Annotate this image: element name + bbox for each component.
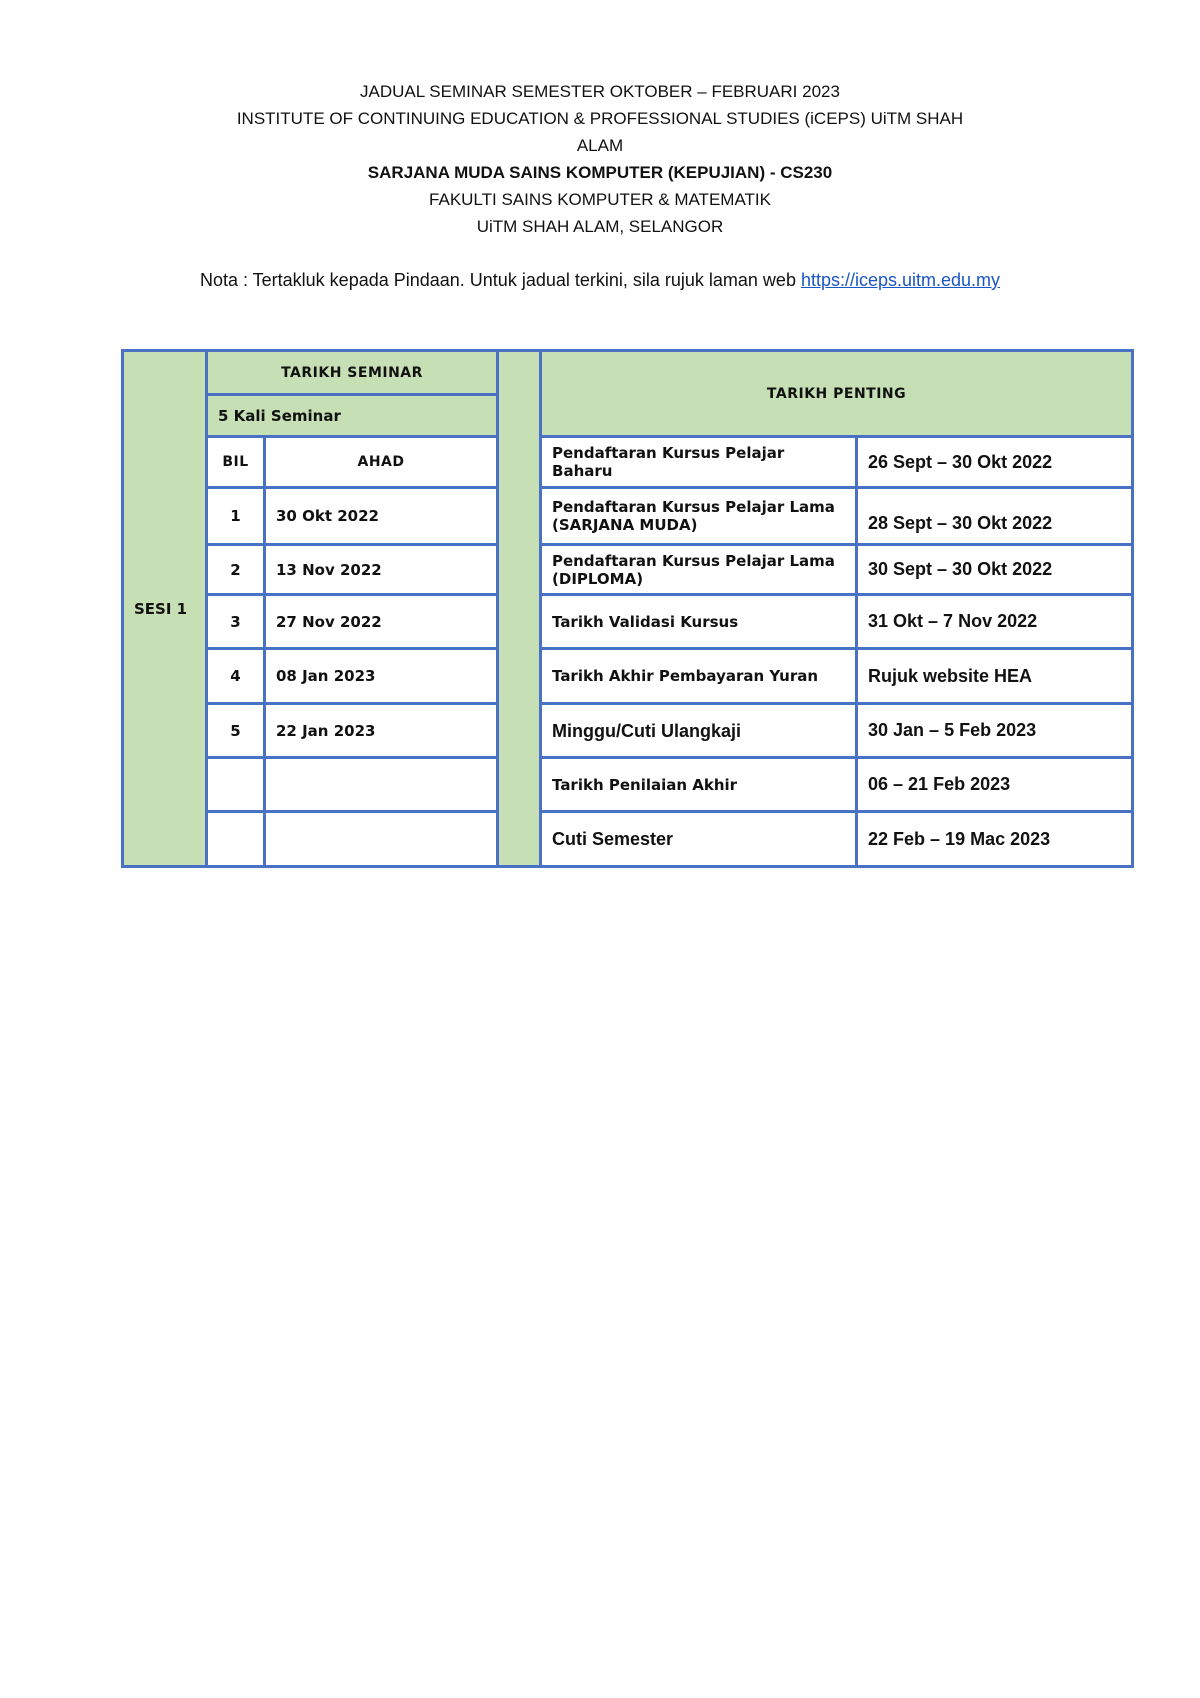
- seminar-date: [265, 812, 498, 867]
- seminar-bil: 2: [207, 545, 265, 595]
- important-date: 22 Feb – 19 Mac 2023: [857, 812, 1133, 867]
- seminar-bil: 1: [207, 488, 265, 545]
- table-separator: [498, 351, 541, 867]
- seminar-bil: 4: [207, 649, 265, 704]
- important-date: Rujuk website HEA: [857, 649, 1133, 704]
- important-date: 28 Sept – 30 Okt 2022: [857, 488, 1133, 545]
- col-ahad-header: AHAD: [265, 437, 498, 488]
- sesi-cell: SESI 1: [123, 351, 207, 867]
- important-label: Pendaftaran Kursus Pelajar Lama (SARJANA MUDA): [541, 488, 857, 545]
- important-label: Pendaftaran Kursus Pelajar Lama (DIPLOMA): [541, 545, 857, 595]
- seminar-bil: [207, 758, 265, 812]
- iceps-link[interactable]: https://iceps.uitm.edu.my: [800, 270, 1001, 290]
- seminar-bil: 3: [207, 595, 265, 649]
- note-text: Nota : Tertakluk kepada Pindaan. Untuk jadual terkini, sila rujuk laman web: [199, 270, 801, 290]
- seminar-date: 13 Nov 2022: [265, 545, 498, 595]
- schedule-table: [121, 349, 1134, 868]
- important-label: Tarikh Validasi Kursus: [541, 595, 857, 649]
- important-date: 31 Okt – 7 Nov 2022: [857, 595, 1133, 649]
- important-date: 06 – 21 Feb 2023: [857, 758, 1133, 812]
- seminar-bil: [207, 812, 265, 867]
- important-date: 26 Sept – 30 Okt 2022: [857, 437, 1133, 488]
- header-institute-cont: ALAM: [576, 136, 624, 155]
- seminar-count: 5 Kali Seminar: [207, 395, 498, 437]
- seminar-date: 30 Okt 2022: [265, 488, 498, 545]
- header-faculty: FAKULTI SAINS KOMPUTER & MATEMATIK: [429, 190, 771, 209]
- seminar-date: 22 Jan 2023: [265, 704, 498, 758]
- header-location: UiTM SHAH ALAM, SELANGOR: [476, 217, 724, 236]
- header-title: JADUAL SEMINAR SEMESTER OKTOBER – FEBRUARI 2023: [360, 82, 840, 101]
- important-label: Pendaftaran Kursus Pelajar Baharu: [541, 437, 857, 488]
- document-header: [0, 78, 1200, 294]
- seminar-date: 08 Jan 2023: [265, 649, 498, 704]
- col-bil-header: BIL: [207, 437, 265, 488]
- seminar-bil: 5: [207, 704, 265, 758]
- important-header: TARIKH PENTING: [541, 351, 1133, 437]
- important-date: 30 Jan – 5 Feb 2023: [857, 704, 1133, 758]
- important-label: Minggu/Cuti Ulangkaji: [541, 704, 857, 758]
- note-line: [0, 267, 1200, 294]
- seminar-date: 27 Nov 2022: [265, 595, 498, 649]
- header-programme: SARJANA MUDA SAINS KOMPUTER (KEPUJIAN) - CS230: [367, 163, 833, 182]
- seminar-header: TARIKH SEMINAR: [207, 351, 498, 395]
- important-label: Tarikh Penilaian Akhir: [541, 758, 857, 812]
- header-institute: INSTITUTE OF CONTINUING EDUCATION & PROFESSIONAL STUDIES (iCEPS) UiTM SHAH: [236, 109, 964, 128]
- seminar-date: [265, 758, 498, 812]
- important-date: 30 Sept – 30 Okt 2022: [857, 545, 1133, 595]
- important-label: Cuti Semester: [541, 812, 857, 867]
- important-label: Tarikh Akhir Pembayaran Yuran: [541, 649, 857, 704]
